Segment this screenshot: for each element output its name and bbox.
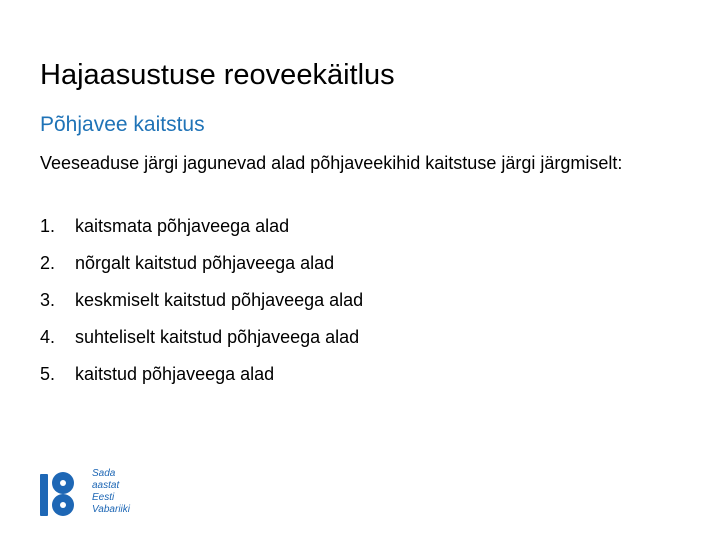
list-item	[40, 362, 363, 399]
logo-text-line: Sada	[92, 468, 116, 479]
list-item-number: 4.	[40, 327, 56, 347]
logo-text-line: Vabariiki	[92, 504, 130, 515]
logo-text-line: aastat	[92, 480, 120, 491]
list-item-number: 3.	[40, 290, 56, 310]
estonia-100-logo-icon	[40, 468, 80, 520]
list-item	[40, 251, 363, 288]
estonia-100-logo	[40, 468, 140, 520]
list-item-text: suhteliselt kaitstud põhjaveega alad	[75, 327, 360, 347]
list-item	[40, 288, 363, 325]
list-item-text: kaitsmata põhjaveega alad	[75, 216, 290, 236]
logo-text-line: Eesti	[92, 492, 115, 503]
list-item-text: nõrgalt kaitstud põhjaveega alad	[75, 253, 335, 273]
slide-title: Hajaasustuse reoveekäitlus	[40, 59, 395, 91]
list-item	[40, 325, 363, 362]
list-item-number: 1.	[40, 216, 56, 236]
list-item-number: 2.	[40, 253, 56, 273]
protection-levels-list	[40, 214, 363, 399]
list-item-text: kaitstud põhjaveega alad	[75, 364, 275, 384]
list-item-number: 5.	[40, 364, 56, 384]
list-item-text: keskmiselt kaitstud põhjaveega alad	[75, 290, 364, 310]
slide-subtitle: Põhjavee kaitstus	[40, 113, 205, 136]
intro-paragraph: Veeseaduse järgi jagunevad alad põhjaveekihid kaitstuse järgi järgmiselt:	[40, 153, 623, 173]
list-item	[40, 214, 363, 251]
